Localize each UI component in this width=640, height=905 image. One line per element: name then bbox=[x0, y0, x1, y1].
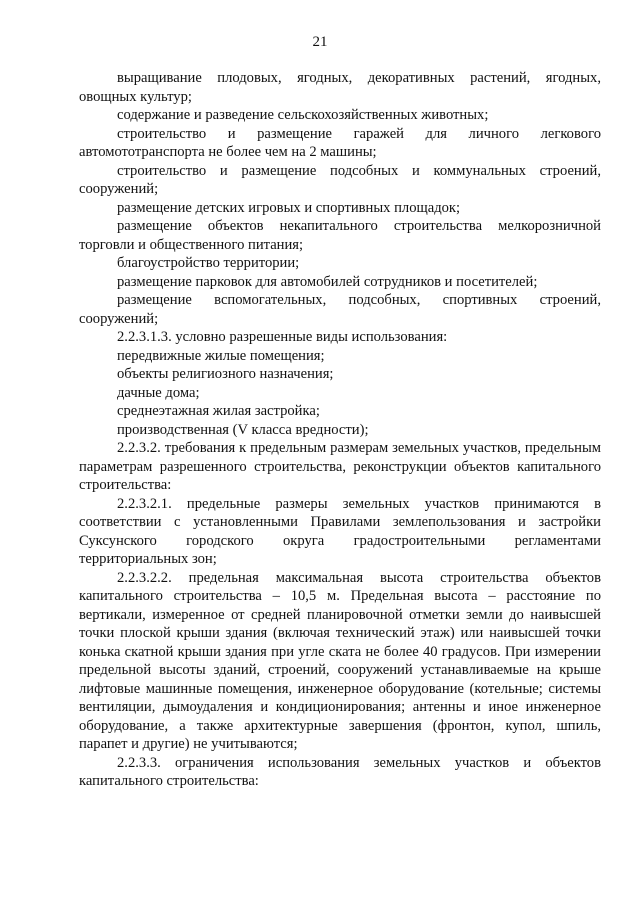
paragraph: 2.2.3.2.2. предельная максимальная высота строительства объектов капитального строительства – 10,5 м. Предельная высота – расстояние по вертикали, измеренное от средней планировочной отметки земли до наивысшей точки плоской крыши здания (включая технический этаж) или наивысшей точки конька скатной крыши здания при угле ската не более 40 градусов. При измерении предельной высоты зданий, строений, сооружений устанавливаемые на крыше лифтовые машинные помещения, инженерное оборудование (котельные; системы вентиляции, дымоудаления и кондиционирования; антенны и иное инженерное оборудование, а также архитектурные завершения (фронтон, купол, шпиль, парапет и другие) не учитываются; bbox=[79, 569, 601, 752]
paragraph: 2.2.3.2.1. предельные размеры земельных участков принимаются в соответствии с установленными Правилами землепользования и застройки Суксунского городского округа градостроительными регламентами территориальных зон; bbox=[79, 495, 601, 567]
section-heading: 2.2.3.1.3. условно разрешенные виды использования: bbox=[117, 329, 448, 345]
document-body bbox=[79, 69, 601, 791]
paragraph: строительство и размещение подсобных и коммунальных строений, сооружений; bbox=[79, 162, 601, 197]
paragraph: дачные дома; bbox=[117, 384, 200, 401]
paragraph: размещение детских игровых и спортивных площадок; bbox=[117, 199, 461, 216]
section-heading: 2.2.3.2. требования к предельным размерам земельных участков, предельным параметрам разрешенного строительства, реконструкции объектов капитального строительства: bbox=[79, 440, 601, 493]
page-number: 21 bbox=[312, 34, 328, 50]
paragraph: выращивание плодовых, ягодных, декоративных растений, ягодных, овощных культур; bbox=[79, 70, 601, 105]
paragraph: передвижные жилые помещения; bbox=[117, 347, 325, 364]
paragraph: среднеэтажная жилая застройка; bbox=[117, 403, 320, 419]
paragraph: строительство и размещение гаражей для личного легкового автомототранспорта не более чем на 2 машины; bbox=[79, 125, 601, 160]
paragraph: размещение вспомогательных, подсобных, спортивных строений, сооружений; bbox=[79, 292, 601, 327]
section-heading: 2.2.3.3. ограничения использования земельных участков и объектов капитального строительства: bbox=[79, 754, 601, 789]
paragraph: размещение парковок для автомобилей сотрудников и посетителей; bbox=[117, 273, 538, 290]
paragraph: объекты религиозного назначения; bbox=[117, 366, 334, 382]
paragraph: благоустройство территории; bbox=[117, 255, 300, 271]
paragraph: производственная (V класса вредности); bbox=[117, 421, 369, 438]
paragraph: размещение объектов некапитального строительства мелкорозничной торговли и общественного питания; bbox=[79, 218, 601, 253]
paragraph: содержание и разведение сельскохозяйственных животных; bbox=[117, 107, 489, 123]
